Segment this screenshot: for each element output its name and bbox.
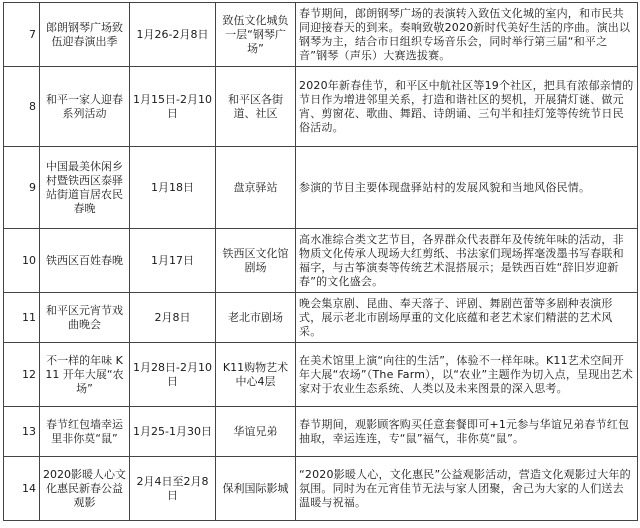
event-place: 和平区各街道、社区 (216, 67, 296, 147)
event-date: 1月15日-2月10日 (130, 67, 216, 147)
event-place: 铁西区文化馆剧场 (216, 229, 296, 293)
event-description: 高水准综合类文艺节目，各界群众代表群年及传统年味的活动，非物质文化传承人现场大红剪纸、书法家们现场挥毫泼墨书写春联和福字，与古筝演奏等传统艺术混搭展示；是铁西百姓“辞旧岁迎新春”的文化盛会。 (296, 229, 638, 293)
table-row (4, 3, 638, 67)
row-number: 7 (4, 3, 40, 67)
row-number: 13 (4, 407, 40, 457)
event-name: 郎朗钢琴广场致伍迎春演出季 (40, 3, 130, 67)
event-description: 晚会集京剧、昆曲、奉天落子、评剧、舞剧芭蕾等多剧种表演形式，展示老北市剧场厚重的文化底蕴和老艺术家们精湛的艺术风采。 (296, 293, 638, 343)
event-place: 致伍文化城负一层“钢琴广场” (216, 3, 296, 67)
event-date: 1月28日-2月10日 (130, 343, 216, 407)
event-description: 在美术馆里上演“向往的生活”，体验不一样年味。K11艺术空间开年大展“农场”（The Farm），以“农业”主题作为切入点，呈现出艺术家对于农业生态系统、人类以及未来图景的深入思考。 (296, 343, 638, 407)
event-name: 和平一家人迎春系列活动 (40, 67, 130, 147)
event-date: 1月25-1月30日 (130, 407, 216, 457)
event-date: 2月4日至2月8日 (130, 457, 216, 521)
event-name: 中国最美休闲乡村暨铁西区泰驿站街道盲居农民春晚 (40, 147, 130, 229)
row-number: 11 (4, 293, 40, 343)
row-number: 8 (4, 67, 40, 147)
events-table (3, 2, 638, 521)
table-row (4, 67, 638, 147)
table-row (4, 343, 638, 407)
event-description: 2020年新春佳节，和平区中航社区等19个社区，把具有浓郁亲情的节日作为增进邻里关系，打造和谐社区的契机，开展猜灯谜、做元宵、剪窗花、歌曲、舞蹈、诗朗诵、三句半和挂灯笼等传统节日民俗活动。 (296, 67, 638, 147)
event-place: K11购物艺术中心4层 (216, 343, 296, 407)
event-date: 2月8日 (130, 293, 216, 343)
table-row (4, 407, 638, 457)
table-row (4, 229, 638, 293)
event-date: 1月18日 (130, 147, 216, 229)
event-name: 和平区元宵节戏曲晚会 (40, 293, 130, 343)
event-description: 春节期间，观影顾客购买任意套餐即可+1元参与华谊兄弟春节红包抽取，幸运连连，专“鼠”福气，非你莫“鼠”。 (296, 407, 638, 457)
row-number: 12 (4, 343, 40, 407)
event-date: 1月26-2月8日 (130, 3, 216, 67)
row-number: 9 (4, 147, 40, 229)
event-name: 春节红包墙幸运里非你莫“鼠” (40, 407, 130, 457)
row-number: 14 (4, 457, 40, 521)
event-description: 春节期间，郎朗钢琴广场的表演转入致伍文化城的室内，和市民共同迎接春天的到来。奏响致敬2020新时代美好生活的序曲。演出以钢琴为主，结合市日组织专场音乐会，同时举行第三届“和平之音”钢琴（声乐）大赛选拔赛。 (296, 3, 638, 67)
table-row (4, 293, 638, 343)
event-description: 参演的节目主要体现盘驿站村的发展风貌和当地风俗民情。 (296, 147, 638, 229)
table-row (4, 147, 638, 229)
event-place: 华谊兄弟 (216, 407, 296, 457)
event-date: 1月17日 (130, 229, 216, 293)
event-name: 铁西区百姓春晚 (40, 229, 130, 293)
event-place: 保利国际影城 (216, 457, 296, 521)
event-description: “2020影暖人心，文化惠民”公益观影活动，营造文化观影过大年的氛围。同时为在元宵佳节无法与家人团聚，舍己为大家的人们送去温暖与祝福。 (296, 457, 638, 521)
event-place: 盘京驿站 (216, 147, 296, 229)
event-name: 不一样的年味 K11 开年大展“农场” (40, 343, 130, 407)
event-place: 老北市剧场 (216, 293, 296, 343)
table-row (4, 457, 638, 521)
event-name: 2020影暖人心文化惠民新春公益观影 (40, 457, 130, 521)
row-number: 10 (4, 229, 40, 293)
